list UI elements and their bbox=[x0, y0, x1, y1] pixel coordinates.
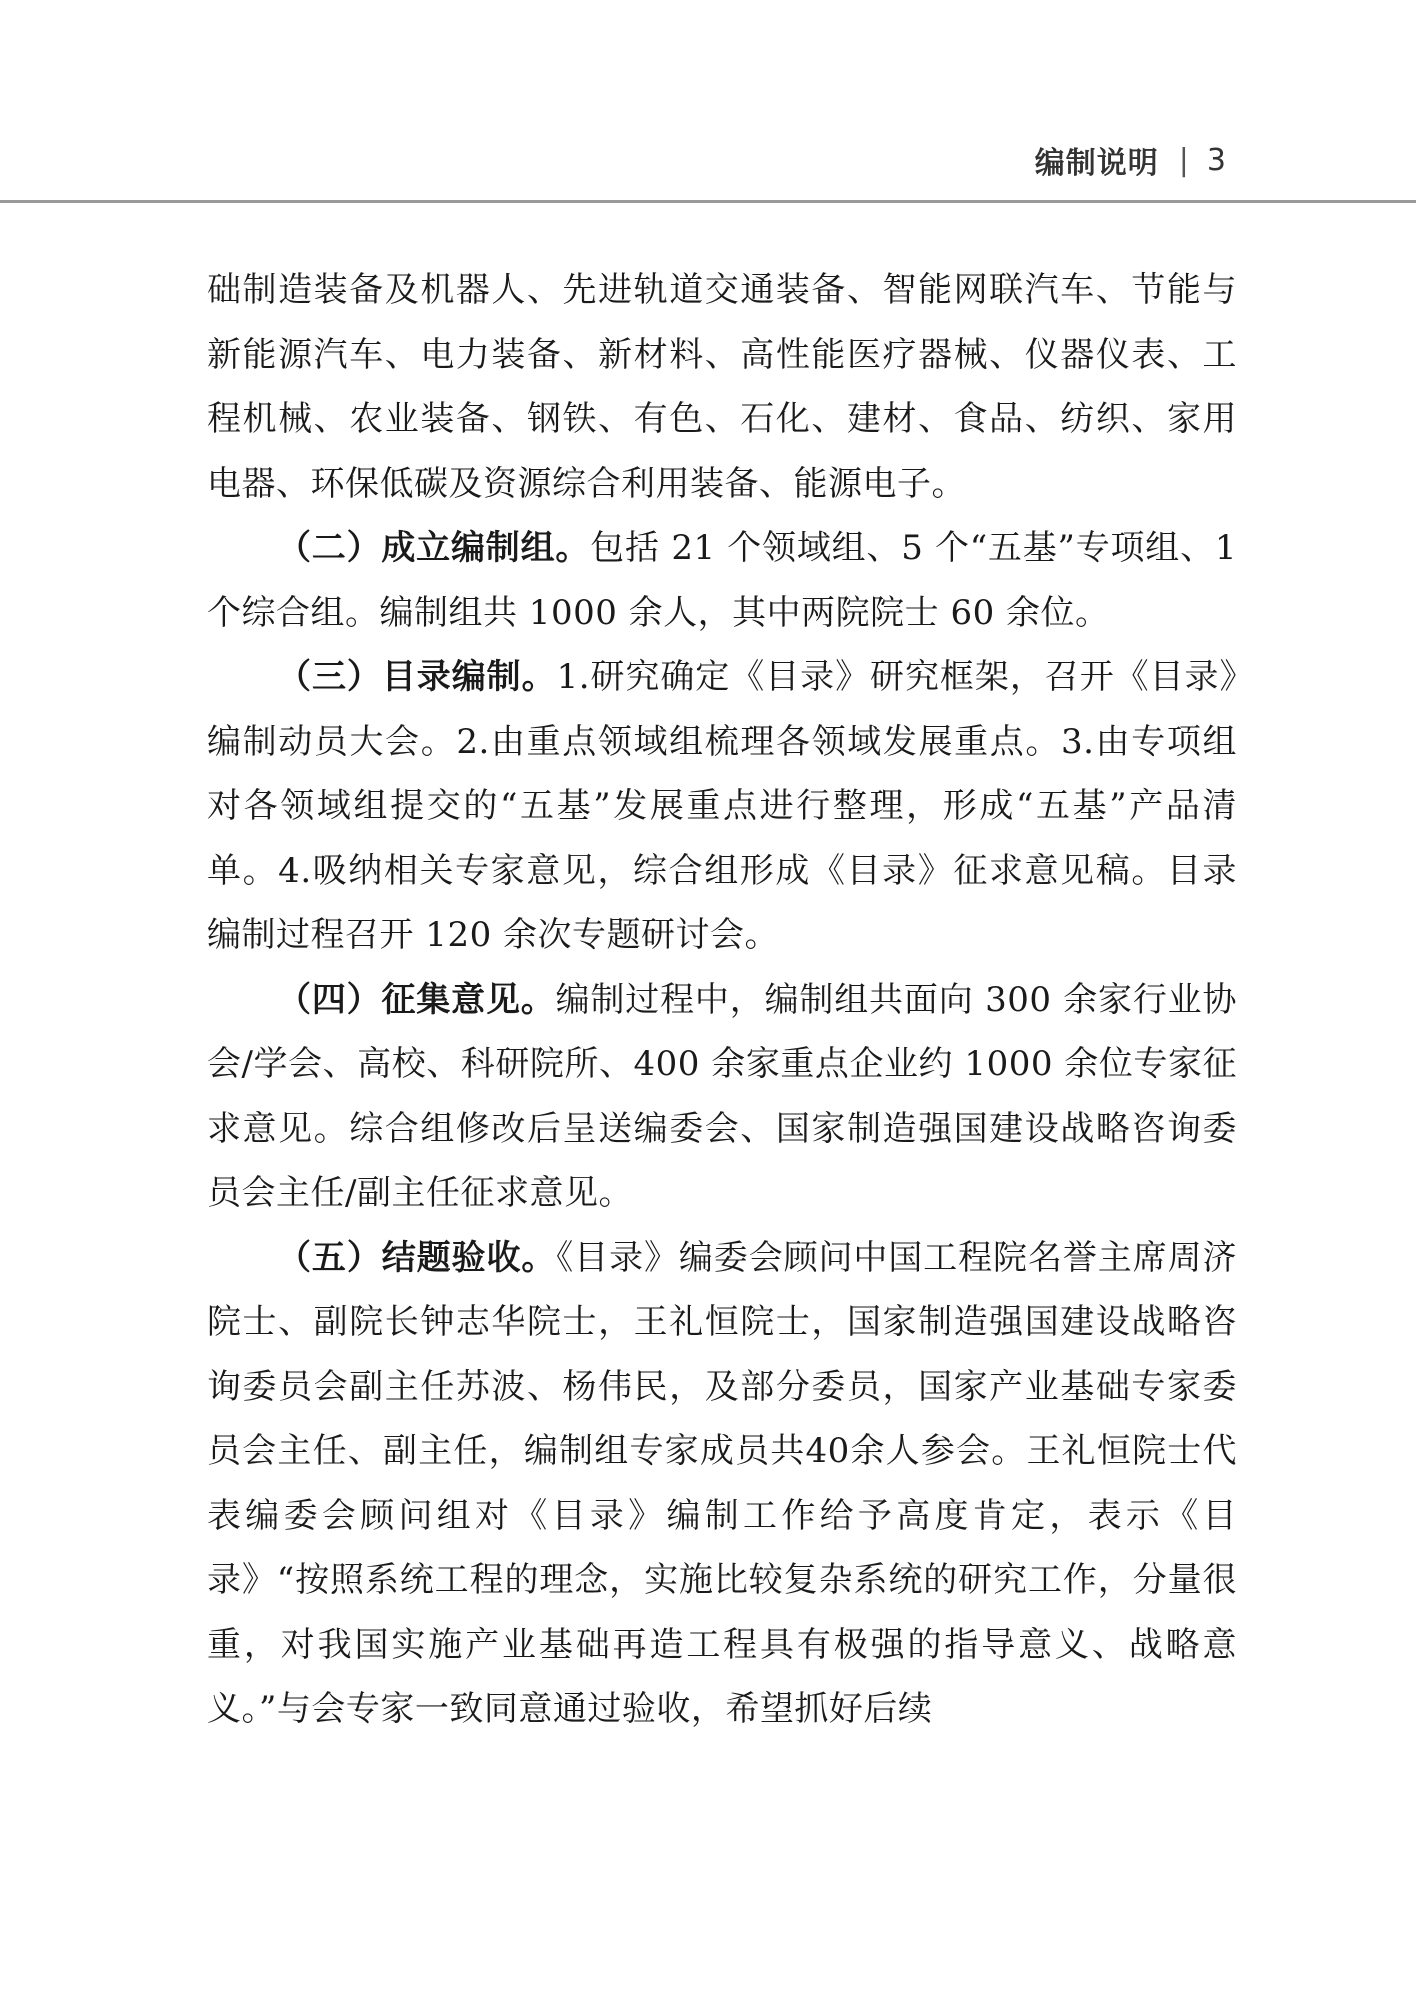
paragraph-text: 编制过程中，编制组共面向 300 余家行业协会/学会、高校、科研院所、400 余家重点企业约 1000 余位专家征求意见。综合组修改后呈送编委会、国家制造强国建设战略咨询委员会主任/副主任征求意见。 bbox=[207, 979, 1238, 1213]
paragraph-heading: （五）结题验收。 bbox=[277, 1237, 557, 1278]
paragraph-catalog-compilation bbox=[207, 645, 1237, 968]
paragraph-heading: （四）征集意见。 bbox=[277, 979, 556, 1020]
paragraph-text: 《目录》编委会顾问中国工程院名誉主席周济院士、副院长钟志华院士，王礼恒院士，国家制造强国建设战略咨询委员会副主任苏波、杨伟民，及部分委员，国家产业基础专家委员会主任、副主任，编制组专家成员共40余人参会。王礼恒院士代表编委会顾问组对《目录》编制工作给予高度肯定，表示《目录》“按照系统工程的理念，实施比较复杂系统的研究工作，分量很重，对我国实施产业基础再造工程具有极强的指导意义、战略意义。”与会专家一致同意通过验收，希望抓好后续 bbox=[207, 1237, 1238, 1729]
paragraph-establish-team bbox=[207, 516, 1237, 645]
header-separator: | bbox=[1178, 142, 1189, 178]
paragraph-acceptance bbox=[207, 1226, 1237, 1742]
paragraph-heading: （二）成立编制组。 bbox=[277, 528, 591, 568]
body-text bbox=[207, 258, 1237, 1742]
paragraph-heading: （三）目录编制。 bbox=[277, 657, 557, 697]
paragraph-continued bbox=[207, 258, 1237, 516]
paragraph-text: 包括 21 个领域组、5 个“五基”专项组、1 个综合组。编制组共 1000 余人，其中两院院士 60 余位。 bbox=[207, 528, 1238, 633]
running-head bbox=[1035, 140, 1226, 180]
paragraph-text: 1.研究确定《目录》研究框架，召开《目录》编制动员大会。2.由重点领域组梳理各领域发展重点。3.由专项组对各领域组提交的“五基”发展重点进行整理，形成“五基”产品清单。4.吸纳相关专家意见，综合组形成《目录》征求意见稿。目录编制过程召开 120 余次专题研讨会。 bbox=[207, 657, 1237, 955]
section-title: 编制说明 bbox=[1034, 146, 1159, 181]
paragraph-text: 础制造装备及机器人、先进轨道交通装备、智能网联汽车、节能与新能源汽车、电力装备、新材料、高性能医疗器械、仪器仪表、工程机械、农业装备、钢铁、有色、石化、建材、食品、纺织、家用电器、环保低碳及资源综合利用装备、能源电子。 bbox=[207, 270, 1237, 504]
header-rule bbox=[0, 200, 1416, 203]
page-number: 3 bbox=[1206, 142, 1226, 178]
paragraph-solicit-opinions bbox=[207, 968, 1237, 1226]
